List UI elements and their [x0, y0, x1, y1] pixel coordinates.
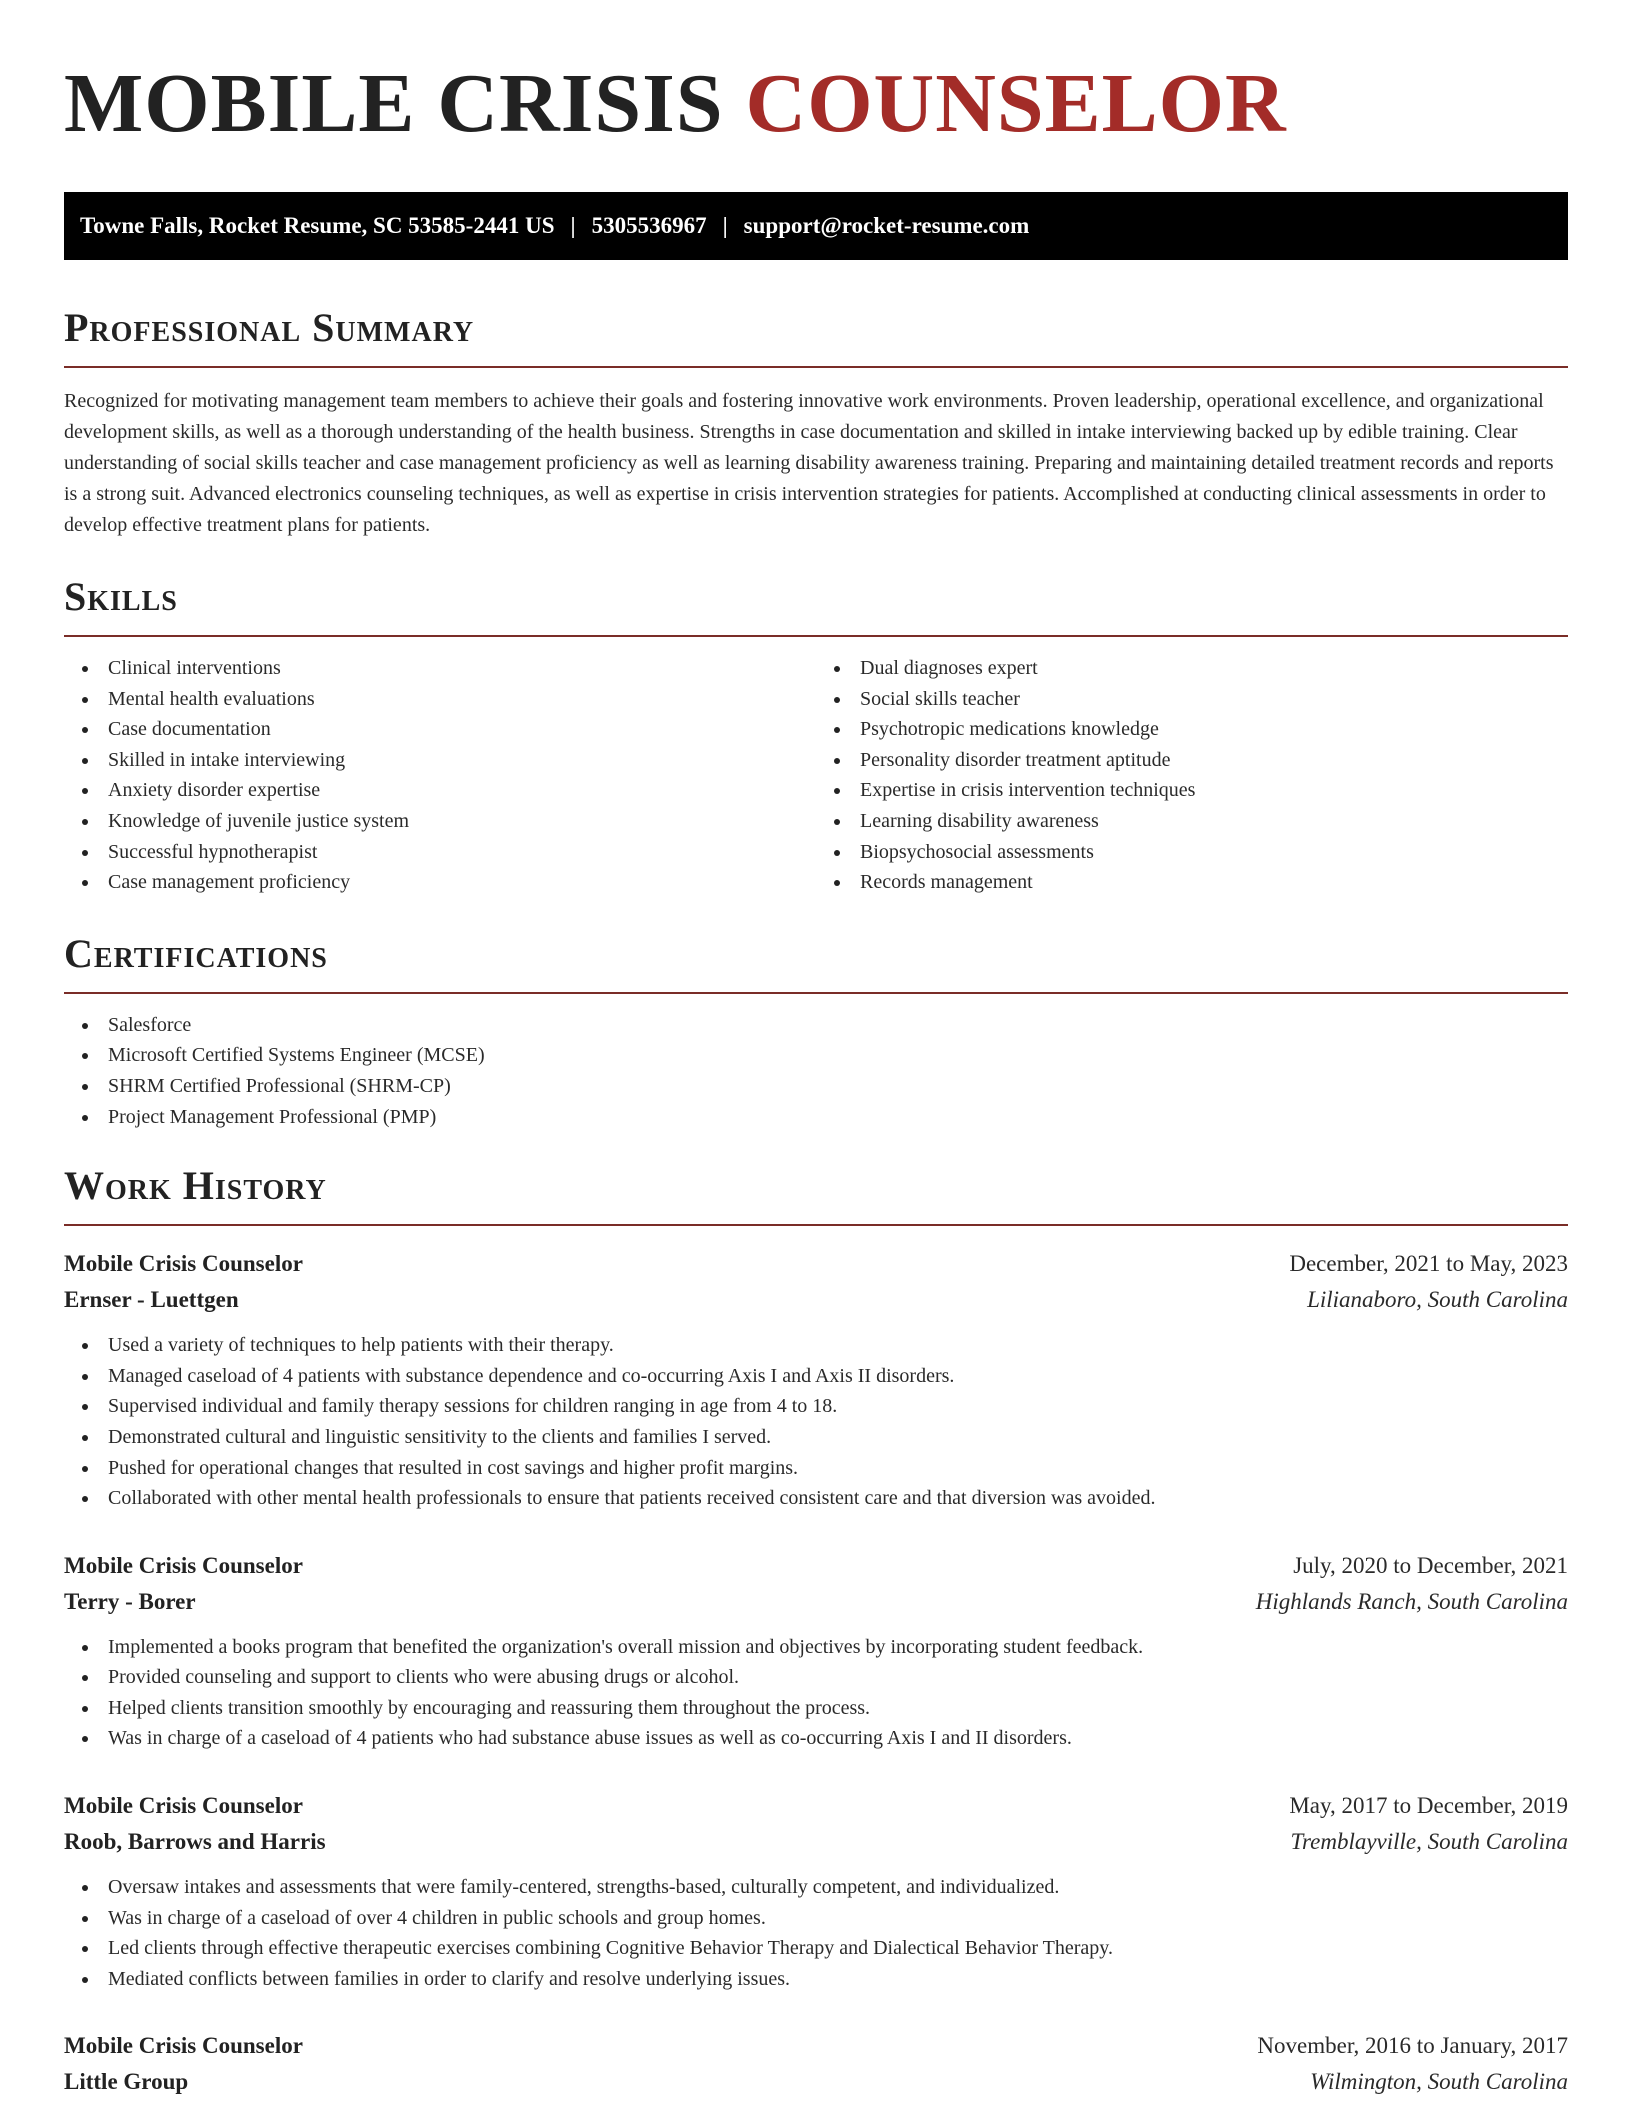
contact-phone: 5305536967 — [591, 213, 707, 238]
job-title: Mobile Crisis Counselor — [64, 1793, 303, 1819]
job-header-row — [64, 1548, 1568, 1584]
section-divider — [64, 1224, 1568, 1226]
job-dates: May, 2017 to December, 2019 — [1289, 1793, 1568, 1819]
job-dates: November, 2016 to January, 2017 — [1257, 2033, 1568, 2059]
job-dates: December, 2021 to May, 2023 — [1289, 1251, 1568, 1277]
skills-list-left — [64, 653, 816, 898]
section-divider — [64, 992, 1568, 994]
job-dates: July, 2020 to December, 2021 — [1293, 1552, 1568, 1578]
job-duties-list — [64, 1872, 1568, 1994]
job-duty-item: Demonstrated cultural and linguistic sensitivity to the clients and families I served. — [64, 1422, 1568, 1453]
resume-name — [64, 0, 1568, 152]
job-header-row — [64, 1788, 1568, 1824]
certifications-section — [64, 930, 1568, 1132]
job-duty-item: Pushed for operational changes that resulted in cost savings and higher profit margins. — [64, 1453, 1568, 1484]
job-duty-item: Used a variety of techniques to help patients with their therapy. — [64, 1330, 1568, 1361]
skill-item: Psychotropic medications knowledge — [816, 714, 1568, 745]
summary-heading: Professional Summary — [64, 305, 475, 350]
contact-bar — [64, 192, 1568, 260]
contact-separator: | — [570, 213, 576, 238]
job-duty-item: Managed caseload of 4 patients with substance dependence and co-occurring Axis I and Axis II disorders. — [64, 1361, 1568, 1392]
name-accent: COUNSELOR — [745, 57, 1287, 150]
skill-item: Anxiety disorder expertise — [64, 775, 816, 806]
job-location: Wilmington, South Carolina — [1310, 2069, 1568, 2095]
name-main: MOBILE CRISIS — [64, 57, 746, 150]
job-location: Tremblayville, South Carolina — [1290, 1829, 1568, 1855]
summary-section — [64, 304, 1568, 541]
job-location: Lilianaboro, South Carolina — [1307, 1287, 1568, 1313]
job-duties-list — [64, 1632, 1568, 1754]
skill-item: Skilled in intake interviewing — [64, 745, 816, 776]
skills-section — [64, 573, 1568, 898]
certification-item: Salesforce — [64, 1010, 1568, 1041]
skill-item: Successful hypnotherapist — [64, 837, 816, 868]
job-duty-item: Implemented a books program that benefited the organization's overall mission and objectives by incorporating student feedback. — [64, 1632, 1568, 1663]
certification-item: Microsoft Certified Systems Engineer (MCSE) — [64, 1040, 1568, 1071]
skill-item: Learning disability awareness — [816, 806, 1568, 837]
contact-email: support@rocket-resume.com — [743, 213, 1030, 238]
job-location: Highlands Ranch, South Carolina — [1255, 1588, 1568, 1614]
job-duties-list — [64, 1330, 1568, 1514]
skills-grid — [64, 653, 1568, 898]
job-duty-item: Provided counseling and support to clients who were abusing drugs or alcohol. — [64, 1662, 1568, 1693]
job-duty-item: Led clients through effective therapeutic exercises combining Cognitive Behavior Therapy and Dialectical Behavior Therapy. — [64, 1933, 1568, 1964]
job-duty-item: Was in charge of a caseload of over 4 children in public schools and group homes. — [64, 1903, 1568, 1934]
job-company-row — [64, 1824, 1568, 1860]
work-history-section — [64, 1162, 1568, 2100]
skill-item: Mental health evaluations — [64, 684, 816, 715]
job-company-row — [64, 2064, 1568, 2100]
job-duty-item: Supervised individual and family therapy sessions for children ranging in age from 4 to 18. — [64, 1391, 1568, 1422]
job-company: Ernser - Luettgen — [64, 1287, 239, 1313]
skill-item: Clinical interventions — [64, 653, 816, 684]
job-header-row — [64, 2028, 1568, 2064]
skill-item: Knowledge of juvenile justice system — [64, 806, 816, 837]
skills-list-right — [816, 653, 1568, 898]
job-duty-item: Oversaw intakes and assessments that were family-centered, strengths-based, culturally competent, and individualized. — [64, 1872, 1568, 1903]
job-duty-item: Was in charge of a caseload of 4 patients who had substance abuse issues as well as co-occurring Axis I and II disorders. — [64, 1723, 1568, 1754]
skills-heading: Skills — [64, 574, 178, 619]
summary-text: Recognized for motivating management team members to achieve their goals and fostering innovative work environments. Proven leadership, operational excellence, and organizational development skills, as well as a thorough understanding of the health business. Strengths in case documentation and skilled in intake interviewing backed up by edible training. Clear understanding of social skills teacher and case management proficiency as well as learning disability awareness training. Preparing and maintaining detailed treatment records and reports is a strong suit. Advanced electronics counseling techniques, as well as expertise in crisis intervention strategies for patients. Accomplished at conducting clinical assessments in order to develop effective treatment plans for patients. — [64, 390, 1554, 536]
skill-item: Expertise in crisis intervention techniques — [816, 775, 1568, 806]
job-entry — [64, 2028, 1568, 2100]
section-divider — [64, 366, 1568, 368]
job-company: Roob, Barrows and Harris — [64, 1829, 326, 1855]
job-company-row — [64, 1584, 1568, 1620]
job-duty-item: Collaborated with other mental health professionals to ensure that patients received consistent care and that diversion was avoided. — [64, 1483, 1568, 1514]
job-header-row — [64, 1246, 1568, 1282]
job-company: Little Group — [64, 2069, 189, 2095]
certification-item: SHRM Certified Professional (SHRM-CP) — [64, 1071, 1568, 1102]
job-list — [64, 1246, 1568, 2100]
job-entry — [64, 1788, 1568, 1994]
skill-item: Case management proficiency — [64, 867, 816, 898]
certification-item: Project Management Professional (PMP) — [64, 1102, 1568, 1133]
skill-item: Biopsychosocial assessments — [816, 837, 1568, 868]
job-title: Mobile Crisis Counselor — [64, 1251, 303, 1277]
job-company: Terry - Borer — [64, 1588, 196, 1614]
work-history-heading: Work History — [64, 1163, 327, 1209]
section-divider — [64, 635, 1568, 637]
job-company-row — [64, 1282, 1568, 1318]
skill-item: Dual diagnoses expert — [816, 653, 1568, 684]
skill-item: Personality disorder treatment aptitude — [816, 745, 1568, 776]
job-title: Mobile Crisis Counselor — [64, 1552, 303, 1578]
skill-item: Social skills teacher — [816, 684, 1568, 715]
contact-address: Towne Falls, Rocket Resume, SC 53585-2441 US — [80, 213, 555, 238]
job-entry — [64, 1548, 1568, 1754]
certifications-heading: Certifications — [64, 930, 328, 976]
job-title: Mobile Crisis Counselor — [64, 2033, 303, 2059]
job-entry — [64, 1246, 1568, 1514]
skill-item: Case documentation — [64, 714, 816, 745]
certifications-list — [64, 1010, 1568, 1132]
contact-separator: | — [722, 213, 728, 238]
skill-item: Records management — [816, 867, 1568, 898]
job-duty-item: Mediated conflicts between families in order to clarify and resolve underlying issues. — [64, 1964, 1568, 1995]
job-duty-item: Helped clients transition smoothly by encouraging and reassuring them throughout the process. — [64, 1693, 1568, 1724]
